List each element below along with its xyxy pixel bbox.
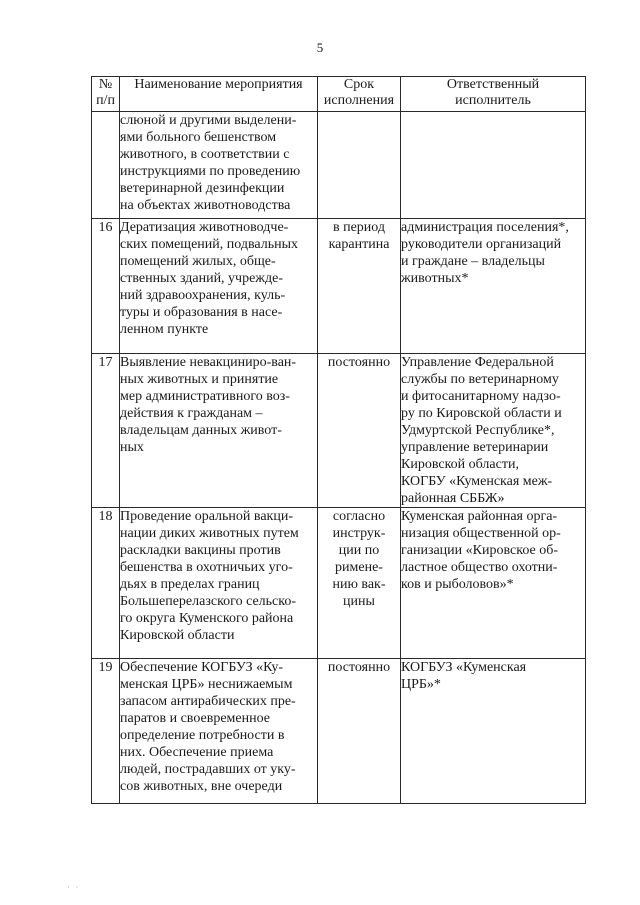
table-row xyxy=(92,508,586,659)
header-number: № п/п xyxy=(92,77,120,112)
table-row xyxy=(92,219,586,354)
deadline: постоянно xyxy=(318,354,401,508)
row-number: 19 xyxy=(92,659,120,804)
header-responsible: Ответственный исполнитель xyxy=(401,77,586,112)
table-row xyxy=(92,354,586,508)
header-deadline: Срок исполнения xyxy=(318,77,401,112)
deadline xyxy=(318,112,401,219)
deadline: в период карантина xyxy=(318,219,401,354)
responsible: Куменская районная орга- низация общественной ор- ганизации «Кировское об- ластное общество охотни- ков и рыболовов»* xyxy=(401,508,586,659)
row-number: 16 xyxy=(92,219,120,354)
table-row xyxy=(92,659,586,804)
deadline: постоянно xyxy=(318,659,401,804)
responsible: администрация поселения*, руководители организаций и граждане – владельцы животных* xyxy=(401,219,586,354)
measure-name: слюной и другими выделени- ями больного бешенством животного, в соответствии с инструкциями по проведению ветеринарной дезинфекции на объектах животноводства xyxy=(120,112,318,219)
row-number: 18 xyxy=(92,508,120,659)
measure-name: Обеспечение КОГБУЗ «Ку- менская ЦРБ» неснижаемым запасом антирабических пре- паратов и своевременное определение потребности в них. Обеспечение приема людей, пострадавших от уку- сов животных, вне очереди xyxy=(120,659,318,804)
measures-table xyxy=(91,76,586,804)
table-row xyxy=(92,112,586,219)
measure-name: Дератизация животноводче- ских помещений, подвальных помещений жилых, обще- ственных зданий, учрежде- ний здравоохранения, куль- туры и образования в насе- ленном пункте xyxy=(120,219,318,354)
row-number xyxy=(92,112,120,219)
row-number: 17 xyxy=(92,354,120,508)
responsible: КОГБУЗ «Куменская ЦРБ»* xyxy=(401,659,586,804)
scan-artifact-mark: · · xyxy=(67,883,81,892)
responsible: Управление Федеральной службы по ветеринарному и фитосанитарному надзо- ру по Кировской области и Удмуртской Республике*, управление ветеринарии Кировской области, КОГБУ «Куменская меж- районная СББЖ» xyxy=(401,354,586,508)
page-number: 5 xyxy=(316,40,324,55)
table-header-row xyxy=(92,77,586,112)
measure-name: Проведение оральной вакци- нации диких животных путем раскладки вакцины против бешенства в охотничьих уго- дьях в пределах границ Большеперелазского сельско- го округа Куменского района Кировской области xyxy=(120,508,318,659)
responsible xyxy=(401,112,586,219)
header-measure-name: Наименование мероприятия xyxy=(120,77,318,112)
deadline: согласно инструк- ции по римене- нию вак- цины xyxy=(318,508,401,659)
measure-name: Выявление невакциниро-ван- ных животных и принятие мер административного воз- действия к гражданам – владельцам данных живот- ных xyxy=(120,354,318,508)
